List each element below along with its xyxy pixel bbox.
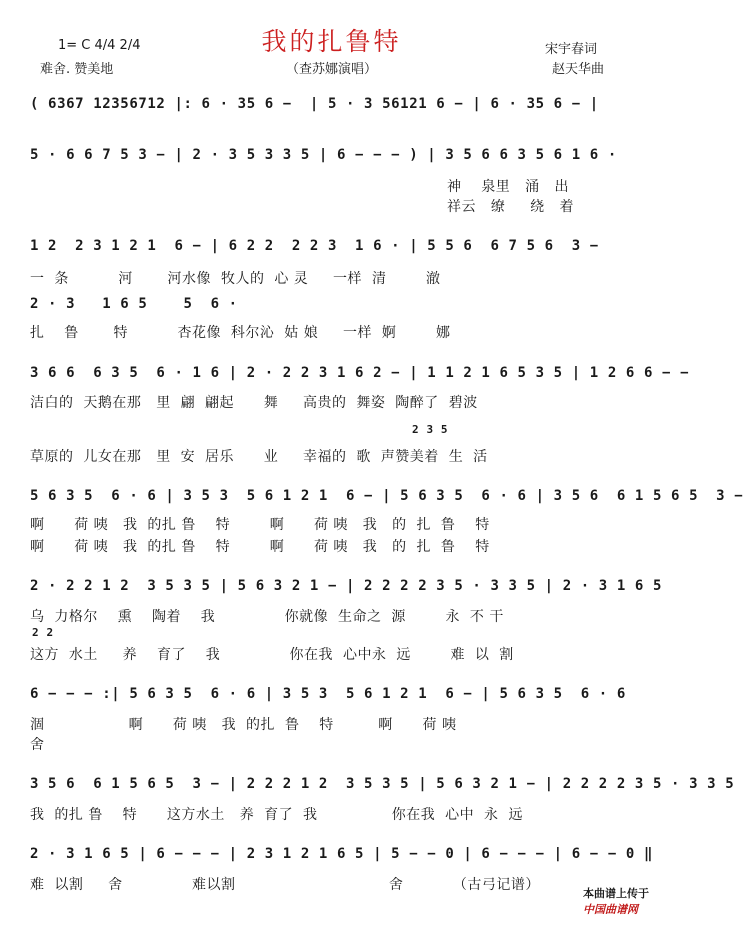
footer-upload-text: 本曲谱上传于 <box>583 887 649 900</box>
score-row-7-lyric-2: 啊 荷 咦 我 的扎 鲁 特 啊 荷 咦 我 的 扎 鲁 特 <box>30 539 490 555</box>
score-row-5-notes: 3 6 6 6 3 5 6 · 1 6 | 2 · 2 2 3 1 6 2 − | 1 1 2 1 6 5 3 5 | 1 2 6 6 − − <box>30 365 690 381</box>
score-row-3-notes: 1 2 2 3 1 2 1 6 − | 6 2 2 2 2 3 1 6 · | 5 5 6 6 7 5 6 3 − <box>30 238 599 254</box>
score-row-6-lyric: 草原的 儿女在那 里 安 居乐 业 幸福的 歌 声赞美着 生 活 <box>30 449 488 465</box>
score-row-7-lyric-1: 啊 荷 咦 我 的扎 鲁 特 啊 荷 咦 我 的 扎 鲁 特 <box>30 517 490 533</box>
score-row-5-lyric: 洁白的 天鹅在那 里 翩 翩起 舞 高贵的 舞姿 陶醉了 碧波 <box>30 395 478 411</box>
score-row-8-grace: 2 2 <box>32 626 54 639</box>
composer-credit: 赵天华曲 <box>552 62 605 77</box>
score-row-8-notes: 2 · 2 2 1 2 3 5 3 5 | 5 6 3 2 1 − | 2 2 2 2 3 5 · 3 3 5 | 2 · 3 1 6 5 <box>30 578 663 594</box>
key-time-signature: 1= C 4/4 2/4 <box>58 38 141 53</box>
score-row-7-notes: 5 6 3 5 6 · 6 | 3 5 3 5 6 1 2 1 6 − | 5 6 3 5 6 · 6 | 3 5 6 6 1 5 6 5 3 − <box>30 488 743 504</box>
page-title: 我的扎鲁特 <box>261 27 402 56</box>
score-row-11-lyric: 难 以割 舍 难以割 舍 （古弓记谱） <box>30 877 540 893</box>
score-row-10-notes: 3 5 6 6 1 5 6 5 3 − | 2 2 2 1 2 3 5 3 5 | 5 6 3 2 1 − | 2 2 2 2 3 5 · 3 3 5 <box>30 776 735 792</box>
footer-site-link[interactable]: 中国曲谱网 <box>583 903 638 916</box>
score-row-9-lyric-2: 舍 <box>30 737 45 753</box>
score-row-9-lyric-1: 涸 啊 荷 咦 我 的扎 鲁 特 啊 荷 咦 <box>30 717 457 733</box>
score-row-8-lyric-2: 这方 水土 养 育了 我 你在我 心中永 远 难 以 割 <box>30 647 514 663</box>
tempo-mood: 难舍. 赞美地 <box>40 62 114 77</box>
score-row-9-notes: 6 − − − :| 5 6 3 5 6 · 6 | 3 5 3 5 6 1 2 1 6 − | 5 6 3 5 6 · 6 <box>30 686 626 702</box>
footer-credit <box>575 872 649 917</box>
score-row-11-notes: 2 · 3 1 6 5 | 6 − − − | 2 3 1 2 1 6 5 | 5 − − 0 | 6 − − − | 6 − − 0 ‖ <box>30 846 653 862</box>
score-row-2-notes: 5 · 6 6 7 5 3 − | 2 · 3 5 3 3 5 | 6 − − − ) | 3 5 6 6 3 5 6 1 6 · <box>30 147 617 163</box>
score-row-1-notes: ( 6367 12356712 |: 6 · 35 6 − | 5 · 3 56121 6 − | 6 · 35 6 − | <box>30 96 599 112</box>
singer-credit: （查苏娜演唱） <box>285 62 377 77</box>
score-row-6-grace: 2 3 5 <box>412 423 449 436</box>
lyricist-credit: 宋宇春词 <box>545 42 598 57</box>
score-row-2-lyric-2: 祥云 缭 绕 着 <box>447 199 574 215</box>
score-row-4-notes: 2 · 3 1 6 5 5 6 · <box>30 296 238 312</box>
score-row-2-lyric-1: 神 泉里 涌 出 <box>447 179 570 195</box>
score-row-4-lyric: 扎 鲁 特 杏花像 科尔沁 姑 娘 一样 婀 娜 <box>30 325 451 341</box>
score-row-3-lyric: 一 条 河 河水像 牧人的 心 灵 一样 清 澈 <box>30 271 441 287</box>
score-row-10-lyric: 我 的扎 鲁 特 这方水土 养 育了 我 你在我 心中 永 远 <box>30 807 523 823</box>
score-row-8-lyric-1: 乌 力格尔 熏 陶着 我 你就像 生命之 源 永 不 干 <box>30 609 504 625</box>
